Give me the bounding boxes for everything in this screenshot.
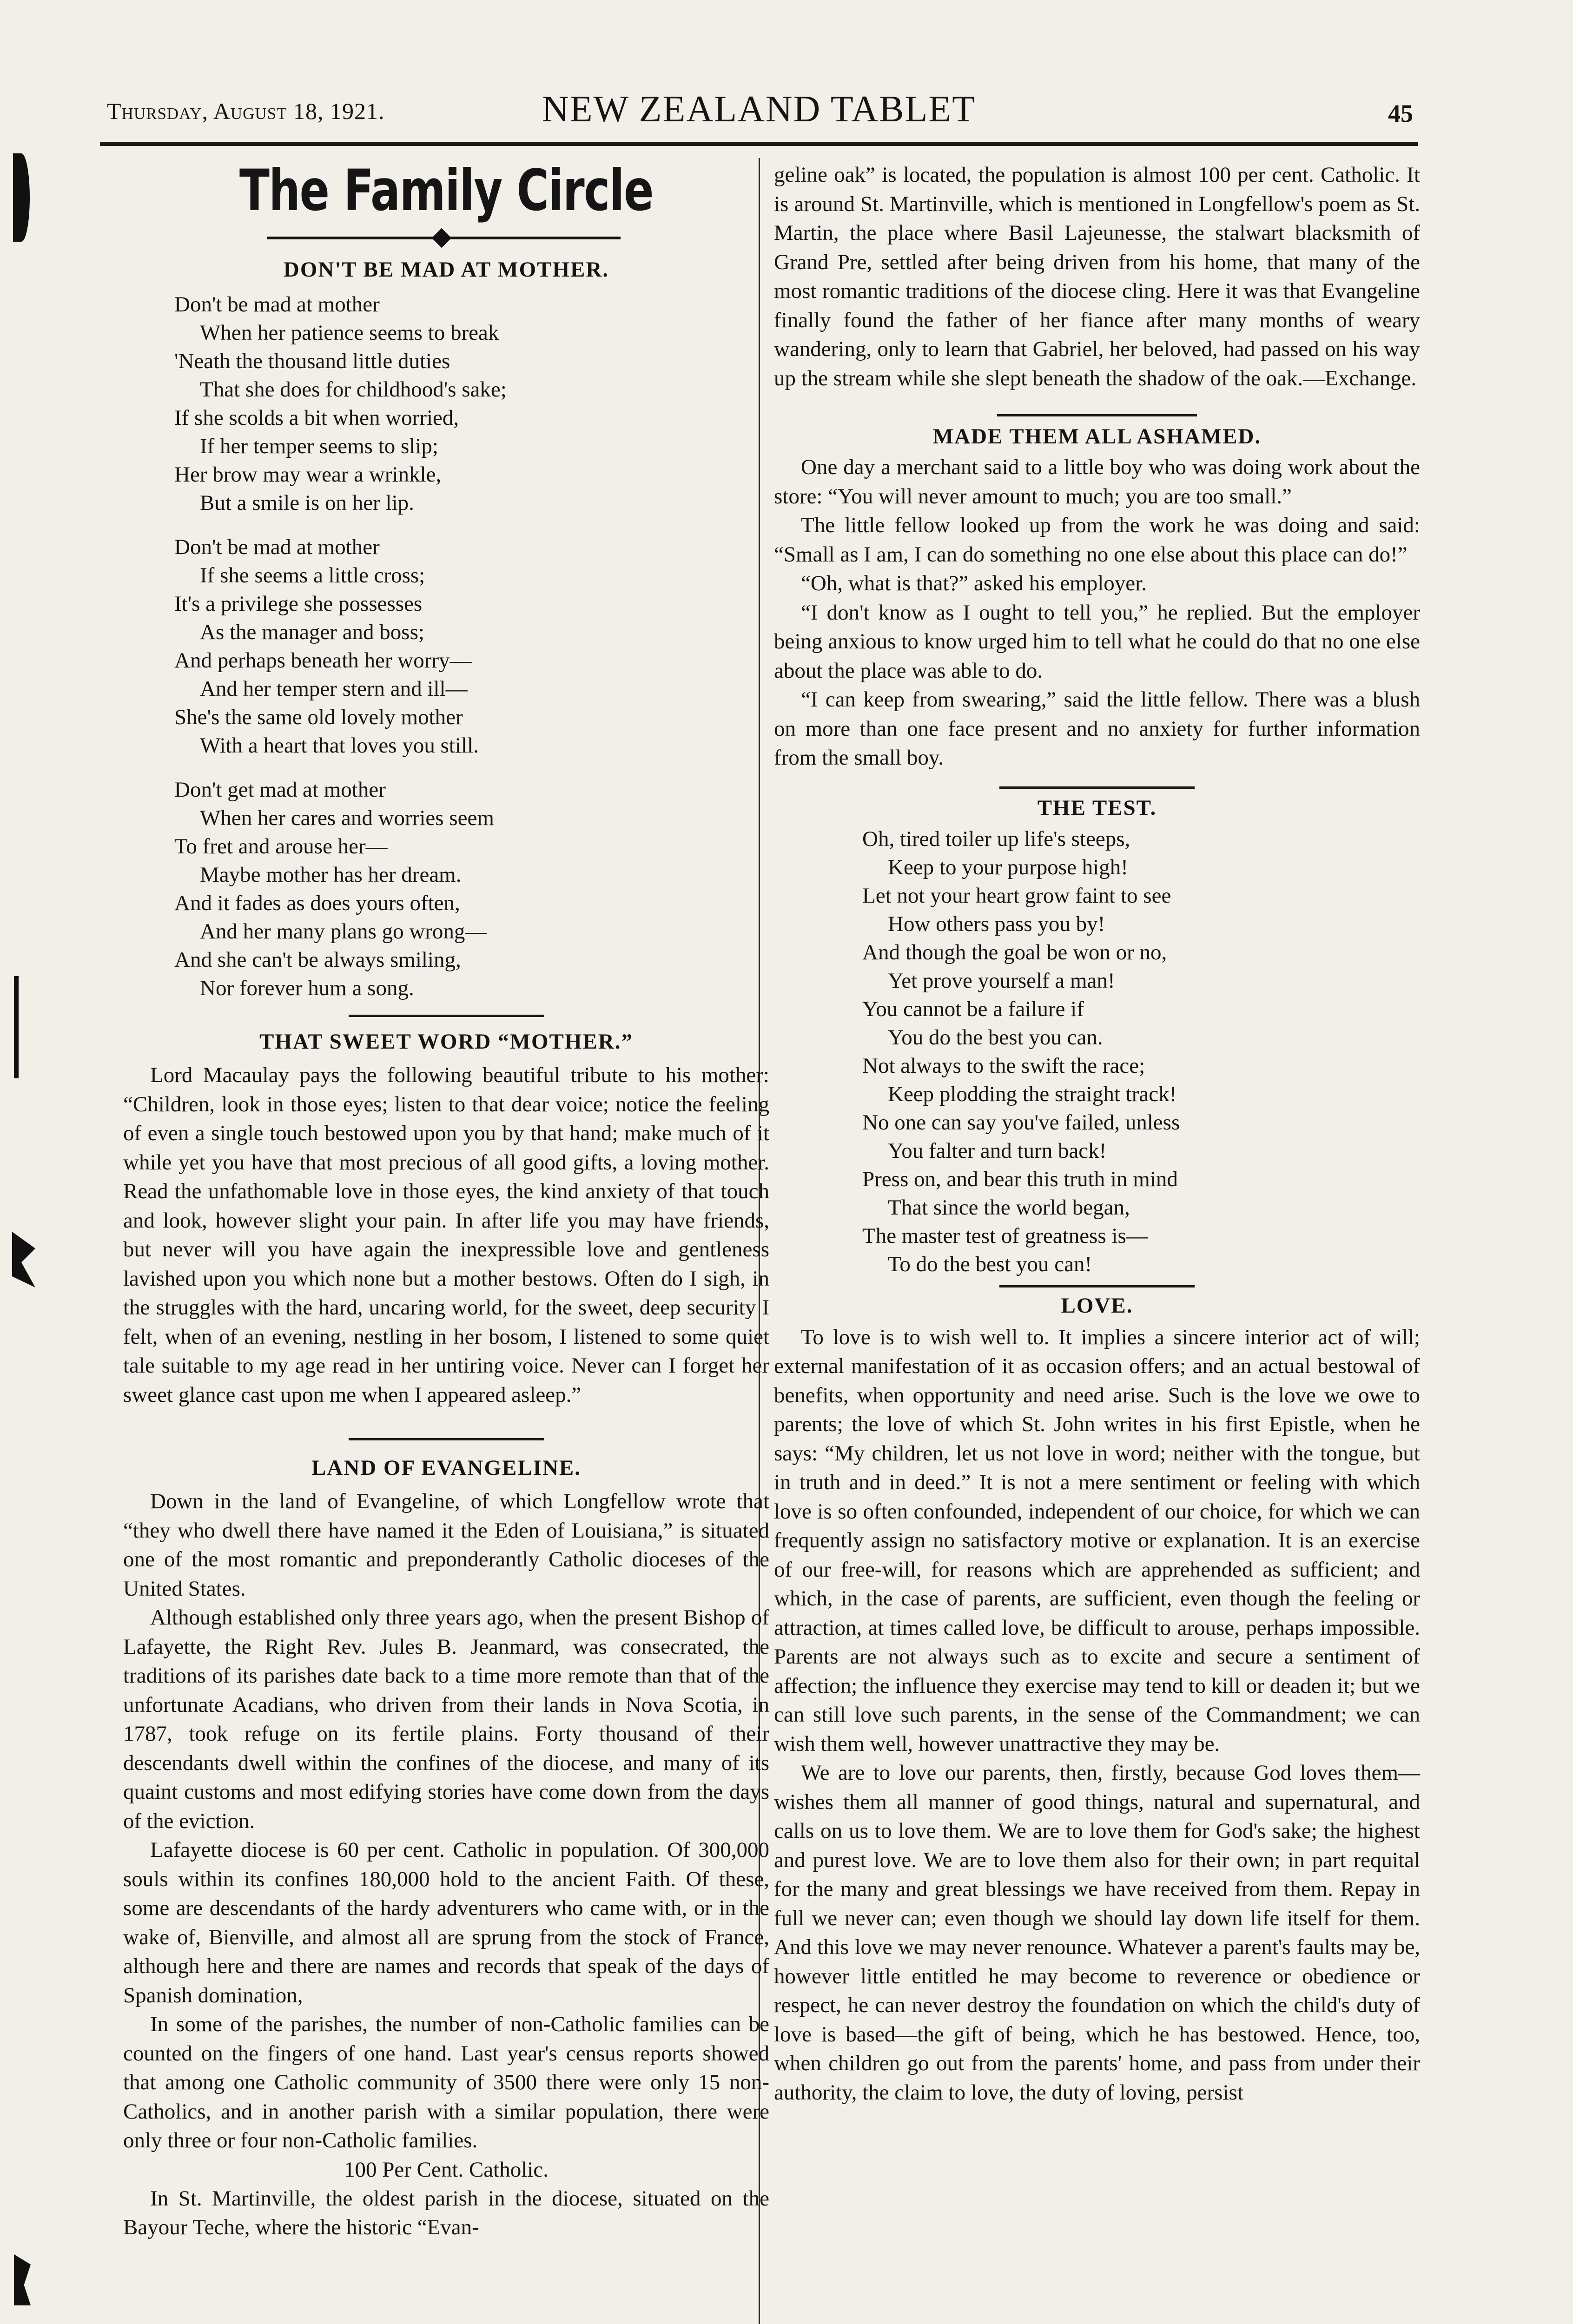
paragraph-continued: geline oak” is located, the population is almost 100 per cent. Catholic. It is around St. Martinville, which is mentioned in Longfellow's poem as St. Martin, the place where Basil Lajeunesse, the stalwart blacksmith of Grand Pre, settled after being driven from his home, that many of the most romantic traditions of the diocese cling. Here it was that Evangeline finally found the father of her fiance after many months of weary wandering, only to learn that Gabriel, her beloved, had passed on his way up the stream while she slept beneath the shadow of the oak.—Exchange. (774, 163, 1420, 390)
poem-line: With a heart that loves you still. (200, 733, 479, 758)
poem-line: And she can't be always smiling, (174, 948, 461, 972)
section-title: The Family Circle (239, 158, 653, 224)
scan-mark (14, 976, 19, 1078)
scan-mark (12, 1232, 35, 1287)
poem-line: And her many plans go wrong— (200, 919, 487, 944)
left-column (123, 156, 769, 2242)
poem-line: The master test of greatness is— (862, 1223, 1148, 1248)
poem-line: And it fades as does yours often, (174, 891, 460, 915)
scan-mark (14, 2254, 31, 2305)
poem-line: No one can say you've failed, unless (862, 1110, 1180, 1135)
poem-line: Keep plodding the straight track! (888, 1082, 1177, 1106)
poem-line: As the manager and boss; (200, 620, 424, 644)
poem-line: That since the world began, (888, 1195, 1130, 1220)
article-heading: THAT SWEET WORD “MOTHER.” (259, 1030, 633, 1054)
section-rule (997, 414, 1197, 416)
section-rule (349, 1438, 544, 1440)
issue-date: Thursday, August 18, 1921. (107, 98, 385, 124)
poem-line: And though the goal be won or no, (862, 940, 1167, 964)
poem-line: To fret and arouse her— (174, 834, 388, 858)
poem-the-test (774, 825, 1420, 1279)
section-rule (999, 1285, 1195, 1287)
poem-line: But a smile is on her lip. (200, 491, 414, 515)
paragraph: We are to love our parents, then, firstly, because God loves them—wishes them all manner of good things, natural and supernatural, and calls on us to love them. We are to love them for God's sake; the highest and purest love. We are to love them also for their own; in part requital for the many and great blessings we have received from them. Repay in full we never can; even though we should lay down life itself for them. And this love we may never renounce. Whatever a parent's faults may be, however little entitled he may become to reverence or obedience or respect, he can never destroy the foundation on which the child's duty of love is based—the gift of being, which he has bestowed. Hence, too, when children go out from the parents' home, and pass from under their authority, the claim to love, the duty of loving, persist (774, 1761, 1420, 2105)
paragraph: The little fellow looked up from the work he was doing and said: “Small as I am, I can do something no one else about this place can do!” (774, 513, 1420, 567)
poem-line: Press on, and bear this truth in mind (862, 1167, 1178, 1191)
poem-line: And her temper stern and ill— (200, 677, 468, 701)
article-heading: LAND OF EVANGELINE. (311, 1456, 581, 1480)
paragraph: “I can keep from swearing,” said the little fellow. There was a blush on more than one face present and no anxiety for further information from the small boy. (774, 687, 1420, 770)
masthead-title: NEW ZEALAND TABLET (542, 89, 976, 130)
section-rule (349, 1015, 544, 1017)
poem-line: 'Neath the thousand little duties (174, 349, 450, 373)
poem-stanza (862, 825, 1420, 1279)
paragraph: Lafayette diocese is 60 per cent. Catholic in population. Of 300,000 souls within its confines 180,000 hold to the ancient Faith. Of these, some are descendants of the hardy adventurers who came with, or in the wake of, Bienville, and almost all are sprung from the stock of France, although here and there are names and records that speak of the days of Spanish domination, (123, 1838, 769, 2007)
poem-line: Don't get mad at mother (174, 778, 386, 802)
paragraph: To love is to wish well to. It implies a sincere interior act of will; external manifestation of it as occasion offers; and an actual bestowal of benefits, when opportunity and need arise. Such is the love we owe to parents; the love of which St. John writes in his first Epistle, when he says: “My children, let us not love in word; neither with the tongue, but in truth and in deed.” It is not a mere sentiment or feeling with which love is so often confounded, independent of our choice, for which we can frequently assign no satisfactory motive or explanation. It is an exercise of our free-will, for reasons which are apprehended as sufficient; and which, in the case of parents, are sufficient, even though the feeling or attraction, at times called love, be difficult to arouse, perhaps impossible. Parents are not always such as to excite and secure a sentiment of affection; the influence they exercise may tend to kill or deaden it; but we can still love such parents, in the sense of the Commandment; we can wish them well, however unattractive they may be. (774, 1325, 1420, 1756)
poem-line: If her temper seems to slip; (200, 434, 438, 458)
title-ornament (123, 230, 769, 246)
poem-line: Oh, tired toiler up life's steeps, (862, 826, 1130, 851)
poem-line: She's the same old lovely mother (174, 705, 463, 729)
poem-line: Yet prove yourself a man! (888, 968, 1115, 993)
poem-line: And perhaps beneath her worry— (174, 648, 472, 673)
poem-line: If she seems a little cross; (200, 563, 425, 588)
poem-line: You falter and turn back! (888, 1138, 1107, 1163)
paragraph: “Oh, what is that?” asked his employer. (801, 571, 1147, 595)
poem-line: If she scolds a bit when worried, (174, 406, 459, 430)
paragraph: One day a merchant said to a little boy who was doing work about the store: “You will never amount to much; you are too small.” (774, 455, 1420, 508)
poem-line: When her cares and worries seem (200, 806, 494, 830)
poem-line: Maybe mother has her dream. (200, 863, 462, 887)
article-ashamed (774, 453, 1420, 772)
page-number: 45 (1388, 99, 1413, 127)
poem-line: When her patience seems to break (200, 321, 499, 345)
page-header (100, 91, 1418, 146)
subheading: 100 Per Cent. Catholic. (344, 2157, 549, 2182)
poem-line: Keep to your purpose high! (888, 855, 1128, 879)
right-column (774, 160, 1420, 2107)
poem-stanza (174, 533, 769, 760)
poem-heading: THE TEST. (1037, 795, 1157, 820)
poem-line: Her brow may wear a wrinkle, (174, 462, 442, 487)
poem-line: Don't be mad at mother (174, 292, 380, 317)
scan-mark (13, 153, 30, 242)
paragraph: In St. Martinville, the oldest parish in the diocese, situated on the Bayour Teche, where the historic “Evan- (123, 2186, 769, 2239)
paragraph: Although established only three years ago, when the present Bishop of Lafayette, the Right Rev. Jules B. Jeanmard, was consecrated, the traditions of its parishes date back to a time more remote than that of the unfortunate Acadians, who driven from their lands in Nova Scotia, in 1787, took refuge on its fertile plains. Forty thousand of their descendants dwell within the confines of the diocese, and many of its quaint customs and most edifying stories have come down from the days of the eviction. (123, 1605, 769, 1833)
article-love (774, 1323, 1420, 2107)
poem-line: Not always to the swift the race; (862, 1053, 1145, 1078)
paragraph: Lord Macaulay pays the following beautiful tribute to his mother: “Children, look in those eyes; listen to that dear voice; notice the feeling of even a single touch bestowed upon you by that hand; make much of it while yet you have that most precious of all good gifts, a loving mother. Read the unfathomable love in those eyes, the kind anxiety of that touch and look, however slight your pain. In after life you may have friends, but never will you have again the inexpressible love and gentleness lavished upon you which none but a mother bestows. Often do I sigh, in the struggles with the hard, uncaring world, for the sweet, deep security I felt, when of an evening, nestling in her bosom, I listened to some quiet tale suitable to my age read in her untiring voice. Never can I forget her sweet glance cast upon me when I appeared asleep.” (123, 1063, 769, 1407)
article-sweet-word (123, 1061, 769, 1409)
article-heading: MADE THEM ALL ASHAMED. (932, 424, 1262, 449)
poem-line: To do the best you can! (888, 1252, 1092, 1276)
poem-stanza (174, 776, 769, 1003)
article-evangeline (123, 1487, 769, 2155)
poem-line: You cannot be a failure if (862, 997, 1084, 1021)
poem-line: You do the best you can. (888, 1025, 1103, 1050)
paragraph: In some of the parishes, the number of non-Catholic families can be counted on the fingers of one hand. Last year's census reports showed that among one Catholic community of 3500 there were only 15 non-Catholics, and in another parish with a similar population, there were only three or four non-Catholic families. (123, 2012, 769, 2152)
poem-line: How others pass you by! (888, 911, 1105, 936)
article-heading: LOVE. (1061, 1293, 1133, 1318)
poem-heading: DON'T BE MAD AT MOTHER. (283, 257, 609, 282)
poem-line: Don't be mad at mother (174, 535, 380, 559)
paragraph: Down in the land of Evangeline, of which Longfellow wrote that “they who dwell there have named it the Eden of Louisiana,” is situated one of the most romantic and preponderantly Catholic dioceses of the United States. (123, 1489, 769, 1601)
poem-line: Nor forever hum a song. (200, 976, 414, 1000)
poem-line: Let not your heart grow faint to see (862, 883, 1171, 908)
poem-stanza (174, 290, 769, 517)
section-rule (999, 786, 1195, 789)
poem-line: That she does for childhood's sake; (200, 377, 507, 402)
poem-dont-be-mad (123, 290, 769, 1003)
paragraph: “I don't know as I ought to tell you,” he replied. But the employer being anxious to know urged him to tell what he could do that no one else about the place was able to do. (774, 600, 1420, 683)
poem-line: It's a privilege she possesses (174, 592, 423, 616)
